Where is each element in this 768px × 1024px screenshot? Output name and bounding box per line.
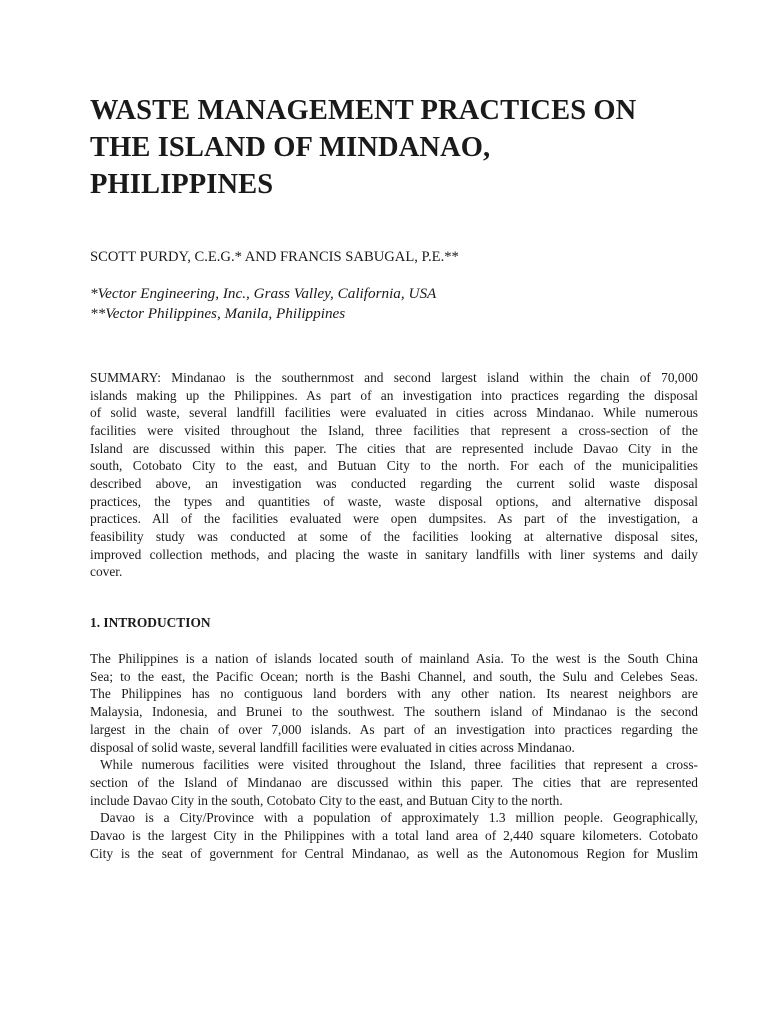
summary-line: Island are discussed within this paper. The cities that are represented include Davao City in the <box>90 440 698 456</box>
introduction-body <box>90 650 698 862</box>
title-line: PHILIPPINES <box>90 169 274 200</box>
body-line: largest in the chain of over 7,000 islands. As part of an investigation into practices regarding the <box>90 721 698 737</box>
summary-line: described above, an investigation was conducted regarding the current solid waste disposal <box>90 475 698 491</box>
affiliation-vector-philippines: **Vector Philippines, Manila, Philippines <box>90 305 346 322</box>
body-line: include Davao City in the south, Cotobato City to the east, and Butuan City to the north. <box>90 792 563 808</box>
paper-title <box>90 92 698 203</box>
body-line: Davao is the largest City in the Philippines with a total land area of 2,440 square kilometers. Cotobato <box>90 828 698 844</box>
body-line: Davao is a City/Province with a population of approximately 1.3 million people. Geographically, <box>100 810 698 826</box>
summary-line: improved collection methods, and placing the waste in sanitary landfills with liner systems and daily <box>90 546 698 562</box>
summary-line: practices. All of the facilities evaluated were open dumpsites. As part of the investigation, a <box>90 511 698 527</box>
affiliations <box>90 284 436 324</box>
body-line: Malaysia, Indonesia, and Brunei to the southwest. The southern island of Mindanao is the second <box>90 704 698 720</box>
body-line: The Philippines has no contiguous land borders with any other nation. Its nearest neighbors are <box>90 686 698 702</box>
section-heading-introduction: 1. INTRODUCTION <box>90 615 211 630</box>
summary-line: south, Cotobato City to the east, and Butuan City to the north. For each of the municipalities <box>90 458 698 474</box>
summary-line: practices, the types and quantities of waste, waste disposal options, and alternative disposal <box>90 493 698 509</box>
body-line: While numerous facilities were visited throughout the Island, three facilities that represent a cross- <box>100 757 698 773</box>
body-line: Sea; to the east, the Pacific Ocean; north is the Bashi Channel, and south, the Sulu and Celebes Seas. <box>90 668 698 684</box>
body-line: section of the Island of Mindanao are discussed within this paper. The cities that are represented <box>90 774 698 790</box>
summary-line: feasibility study was conducted at some of the facilities looking at alternative disposal sites, <box>90 528 698 544</box>
title-line: WASTE MANAGEMENT PRACTICES ON <box>90 95 637 126</box>
title-line: THE ISLAND OF MINDANAO, <box>90 132 491 163</box>
body-line: The Philippines is a nation of islands located south of mainland Asia. To the west is the South China <box>90 651 698 666</box>
summary-paragraph <box>90 369 698 581</box>
body-line: City is the seat of government for Central Mindanao, as well as the Autonomous Region for Muslim <box>90 845 698 861</box>
summary-line: SUMMARY: Mindanao is the southernmost and second largest island within the chain of 70,000 <box>90 370 698 385</box>
affiliation-vector-engineering: *Vector Engineering, Inc., Grass Valley, California, USA <box>90 285 437 302</box>
summary-line: facilities were visited throughout the Island, three facilities that represent a cross-section of the <box>90 422 698 438</box>
summary-line: cover. <box>90 564 123 580</box>
body-line: disposal of solid waste, several landfill facilities were evaluated in cities across Mindanao. <box>90 739 575 755</box>
summary-line: of solid waste, several landfill facilities were evaluated in cities across Mindanao. While numerous <box>90 405 698 421</box>
author-line: SCOTT PURDY, C.E.G.* AND FRANCIS SABUGAL, P.E.** <box>90 249 459 265</box>
summary-line: islands making up the Philippines. As part of an investigation into practices regarding the disposal <box>90 387 698 403</box>
